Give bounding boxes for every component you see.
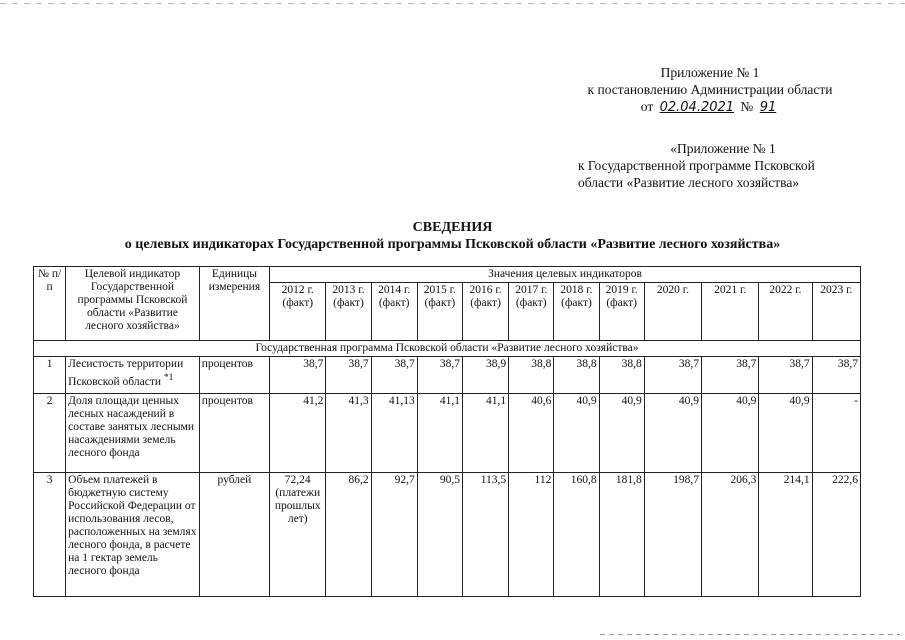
row-value: 160,8 [554,473,599,597]
header-year: 2019 г. (факт) [599,283,644,341]
row-num: 1 [34,357,66,394]
number-label: № [740,99,754,114]
row-value: 38,7 [702,357,759,394]
row-value: 40,9 [644,394,701,473]
decree-number: 91 [759,100,777,115]
header-year: 2017 г. (факт) [509,283,554,341]
row-value: 206,3 [702,473,759,597]
appendix-title: Приложение № 1 [660,65,760,80]
scan-edge-bottom [600,634,900,635]
decree-date: 02.04.2021 [659,100,735,115]
footnote-mark: *1 [163,372,174,383]
document-title [0,219,905,253]
row-value: 38,7 [326,357,371,394]
row-value: 86,2 [326,473,371,597]
row-value: 40,9 [759,394,812,473]
header-year: 2015 г. (факт) [417,283,462,341]
row-value: 41,3 [326,394,371,473]
header-year: 2018 г. (факт) [554,283,599,341]
indicators-table [33,266,861,597]
row-value: 38,9 [462,357,508,394]
row-value: 41,1 [462,394,508,473]
appendix-block [560,64,860,116]
from-label: от [640,99,654,114]
table-row [34,394,861,473]
section-row [34,341,861,357]
row-value-cell [270,473,326,597]
row-value: 214,1 [759,473,812,597]
row-unit: процентов [199,357,269,394]
header-year: 2012 г. (факт) [270,283,326,341]
section-title: Государственная программа Псковской области «Развитие лесного хозяйства» [34,341,861,357]
row-value: 198,7 [644,473,701,597]
row-value: 40,9 [554,394,599,473]
row-value: 90,5 [417,473,462,597]
title-sub: о целевых индикаторах Государственной программы Псковской области «Развитие лесного хозяйства» [124,237,781,252]
header-year: 2023 г. [812,283,860,341]
header-year: 2020 г. [644,283,701,341]
row-value: 41,1 [417,394,462,473]
program-appendix-block [578,140,868,191]
row-value: 38,7 [371,357,417,394]
row-value: 113,5 [462,473,508,597]
row-value: 72,24 [284,474,311,486]
row-value: 222,6 [812,473,860,597]
table-row [34,357,861,394]
header-year: 2022 г. [759,283,812,341]
program-appendix-line3: области «Развитие лесного хозяйства» [578,175,800,190]
row-value: 38,8 [554,357,599,394]
row-value: 41,2 [270,394,326,473]
row-value: 38,7 [759,357,812,394]
table-row [34,473,861,597]
row-value-note: (платежи прошлых лет) [274,487,321,525]
row-value: 92,7 [371,473,417,597]
row-value: - [812,394,860,473]
scan-edge-top [0,3,905,4]
program-appendix-line2: к Государственной программе Псковской [578,158,815,173]
row-value: 38,7 [270,357,326,394]
row-value: 181,8 [599,473,644,597]
header-num: № п/п [34,267,66,341]
row-value: 38,7 [644,357,701,394]
row-indicator-cell [66,357,200,394]
row-unit: процентов [199,394,269,473]
row-unit: рублей [199,473,269,597]
row-value: 40,9 [599,394,644,473]
header-year: 2021 г. [702,283,759,341]
header-unit: Единицы измерения [199,267,269,341]
header-year: 2014 г. (факт) [371,283,417,341]
row-value: 38,7 [417,357,462,394]
row-num: 3 [34,473,66,597]
row-value: 112 [509,473,554,597]
row-value: 40,6 [509,394,554,473]
header-year: 2013 г. (факт) [326,283,371,341]
appendix-date-line [641,98,779,116]
row-value: 38,7 [812,357,860,394]
row-value: 41,13 [371,394,417,473]
header-row-1 [34,267,861,283]
row-indicator: Доля площади ценных лесных насаждений в составе занятых лесными насаждениями земель лесного фонда [66,394,200,473]
title-main: СВЕДЕНИЯ [412,220,493,235]
row-indicator: Лесистость территории Псковской области [68,358,184,388]
header-indicator: Целевой индикатор Государственной программы Псковской области «Развитие лесного хозяйства» [66,267,200,341]
row-value: 38,8 [599,357,644,394]
row-value: 40,9 [702,394,759,473]
program-appendix-title: «Приложение № 1 [670,141,776,156]
appendix-decree: к постановлению Администрации области [587,82,833,97]
header-values-group: Значения целевых индикаторов [270,267,861,283]
row-num: 2 [34,394,66,473]
row-indicator: Объем платежей в бюджетную систему Российской Федерации от использования лесов, расположенных на землях лесного фонда, в расчете на 1 гектар земель лесного фонда [66,473,200,597]
row-value: 38,8 [509,357,554,394]
header-year: 2016 г. (факт) [462,283,508,341]
